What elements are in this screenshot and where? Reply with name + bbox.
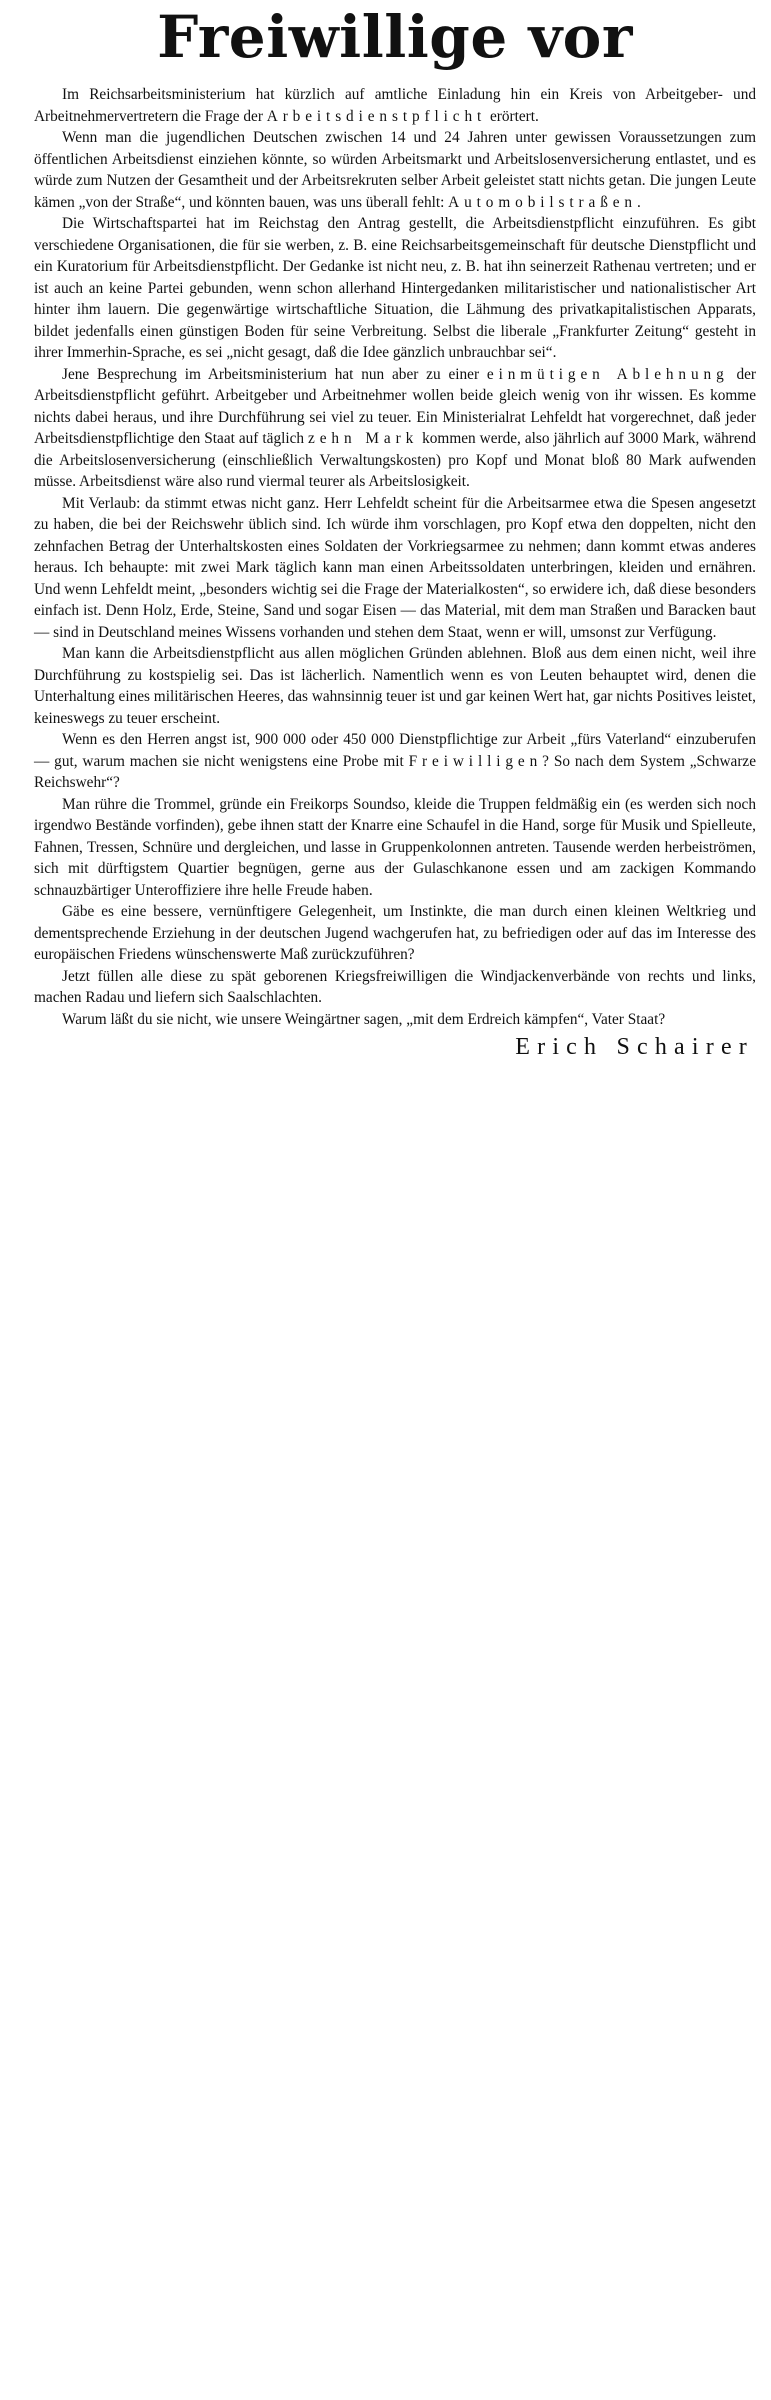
emphasized-text: Arbeitsdienstpflicht — [266, 107, 487, 125]
paragraph-text: der Arbeitsdienstpflicht geführt. Arbeitgeber und Arbeitnehmer wollen beide gleich wenig von ihr wissen. Es komme nichts dabei heraus, und ihre Durchführung sei viel zu teuer. Ein Ministerialrat Lehfeldt hat vorgerechnet, daß jeder Arbeitsdienstpflichtige den Staat auf täglich — [34, 365, 757, 447]
paragraph-text: Mit Verlaub: da stimmt etwas nicht ganz. Herr Lehfeldt scheint für die Arbeitsarmee etwa die Spesen angesetzt zu haben, die bei der Reichswehr üblich sind. Ich würde ihm vorschlagen, pro Kopf etwa den doppelten, nicht den zehnfachen Betrag der Unterhaltskosten eines Soldaten der Vorkriegsarmee zu nehmen; dann kommt etwas anderes heraus. Ich behaupte: mit zwei Mark täglich kann man einen Arbeitssoldaten unterbringen, kleiden und ernähren. Und wenn Lehfeldt meint, „besonders wichtig sei die Frage der Materialkosten“, so erwidere ich, daß diese besonders einfach ist. Denn Holz, Erde, Steine, Sand und sogar Eisen — das Material, mit dem man Straßen und Baracken baut — sind in Deutschland meines Wissens vorhanden und stehen dem Staat, wenn er will, umsonst zur Verfügung. — [34, 494, 756, 641]
emphasized-text: einmütigen Ablehnung — [486, 365, 729, 383]
article-paragraph — [34, 729, 756, 794]
emphasized-text: zehn Mark — [308, 430, 419, 447]
article-paragraph — [34, 966, 756, 1009]
paragraph-text: Wenn es den Herren angst ist, 900 000 oder 450 000 Dienstpflichtige zur Arbeit „fürs Vaterland“ einzuberufen — gut, warum machen sie nicht wenigstens eine Probe mit — [34, 731, 756, 770]
article-paragraph — [34, 901, 756, 966]
article-author: Erich Schairer — [515, 1034, 754, 1060]
paragraph-text: . — [636, 193, 641, 211]
article-paragraph — [34, 794, 756, 902]
paragraph-text: Wenn man die jugendlichen Deutschen zwischen 14 und 24 Jahren unter gewissen Voraussetzungen zum öffentlichen Arbeitsdienst einziehen könnte, so würden Arbeitsmarkt und Arbeitslosenversicherung entlastet, und es würde zum Nutzen der Gesamtheit und der Arbeitsrekruten selber Arbeit geleistet statt nichts getan. Die jungen Leute kämen „von der Straße“, und könnten bauen, was uns überall fehlt: — [34, 129, 756, 211]
emphasized-text: Freiwilligen — [408, 752, 543, 770]
emphasized-text: Automobilstraßen — [448, 193, 637, 211]
article-paragraph — [34, 213, 756, 364]
paragraph-text: Im Reichsarbeitsministerium hat kürzlich auf amtliche Einladung hin ein Kreis von Arbeitgeber- und Arbeitnehmervertretern die Frage der — [34, 86, 756, 125]
article-page — [34, 0, 756, 2400]
paragraph-text: Warum läßt du sie nicht, wie unsere Weingärtner sagen, „mit dem Erdreich kämpfen“, Vater Staat? — [62, 1010, 666, 1028]
paragraph-text: Gäbe es eine bessere, vernünftigere Gelegenheit, um Instinkte, die man durch einen kleinen Weltkrieg und dementsprechende Erziehung in der deutschen Jugend wachgerufen hat, zu befriedigen oder auf das im Interesse des europäischen Friedens wünschenswerte Maß zurückzuführen? — [34, 903, 756, 963]
paragraph-text: Jetzt füllen alle diese zu spät geborenen Kriegsfreiwilligen die Windjackenverbände von rechts und links, machen Radau und liefern sich Saalschlachten. — [34, 967, 756, 1006]
paragraph-text: ? So nach dem System „Schwarze Reichswehr“? — [34, 752, 756, 791]
paragraph-text: erörtert. — [486, 107, 539, 125]
paragraph-text: Man kann die Arbeitsdienstpflicht aus allen möglichen Gründen ablehnen. Bloß aus dem einen nicht, weil ihre Durchführung zu kostspielig sei. Das ist lächerlich. Namentlich wenn es von Leuten behauptet wird, denen die Unterhaltung eines militärischen Heeres, das wahnsinnig teuer ist und gar keinen Wert hat, gar nichts Positives leistet, keineswegs zu teuer erscheint. — [34, 645, 756, 727]
paragraph-text: Die Wirtschaftspartei hat im Reichstag den Antrag gestellt, die Arbeitsdienstpflicht einzuführen. Es gibt verschiedene Organisationen, die für sie werben, z. B. eine Reichsarbeitsgemeinschaft für deutsche Dienstpflicht und ein Kuratorium für Arbeitsdienstpflicht. Der Gedanke ist nicht neu, z. B. hat ihn seinerzeit Rathenau vertreten; und er ist auch an keine Partei gebunden, wenn schon allerhand Hintergedanken militaristischer und nationalistischer Art hinter ihm lauern. Die gegenwärtige wirtschaftliche Situation, die Lähmung des privatkapitalistischen Apparats, bildet jedenfalls einen günstigen Boden für seine Verbreitung. Selbst die liberale „Frankfurter Zeitung“ gesteht in ihrer Immerhin-Sprache, es sei „nicht gesagt, daß die Idee gänzlich unbrauchbar sei“. — [34, 215, 756, 361]
article-paragraph — [34, 1009, 756, 1031]
article-paragraph — [34, 643, 756, 729]
article-paragraph — [34, 127, 756, 213]
article-paragraph — [34, 493, 756, 644]
article-body — [34, 84, 756, 1030]
article-paragraph — [34, 84, 756, 127]
paragraph-text: kommen werde, also jährlich auf 3000 Mark, während die Arbeitslosenversicherung (einschließlich Verwaltungskosten) pro Kopf und Monat bloß 80 Mark aufwenden müsse. Arbeitsdienst wäre also rund viermal teurer als Arbeitslosigkeit. — [34, 430, 756, 490]
article-paragraph — [34, 364, 756, 493]
article-title: Freiwillige vor — [157, 3, 633, 71]
paragraph-text: Man rühre die Trommel, gründe ein Freikorps Soundso, kleide die Truppen feldmäßig ein (es werden sich noch irgendwo Bestände vorfinden), gebe ihnen statt der Knarre eine Schaufel in die Hand, sorge für Musik und Spielleute, Fahnen, Tressen, Schnüre und dergleichen, und lasse in Gruppenkolonnen antreten. Tausende werden herbeiströmen, sich mit dürftigstem Quartier begnügen, gerne aus der Gulaschkanone essen und am zackigen Kommando schnauzbärtiger Unteroffiziere ihre helle Freude haben. — [34, 795, 756, 899]
paragraph-text: Jene Besprechung im Arbeitsministerium hat nun aber zu einer — [62, 365, 487, 383]
